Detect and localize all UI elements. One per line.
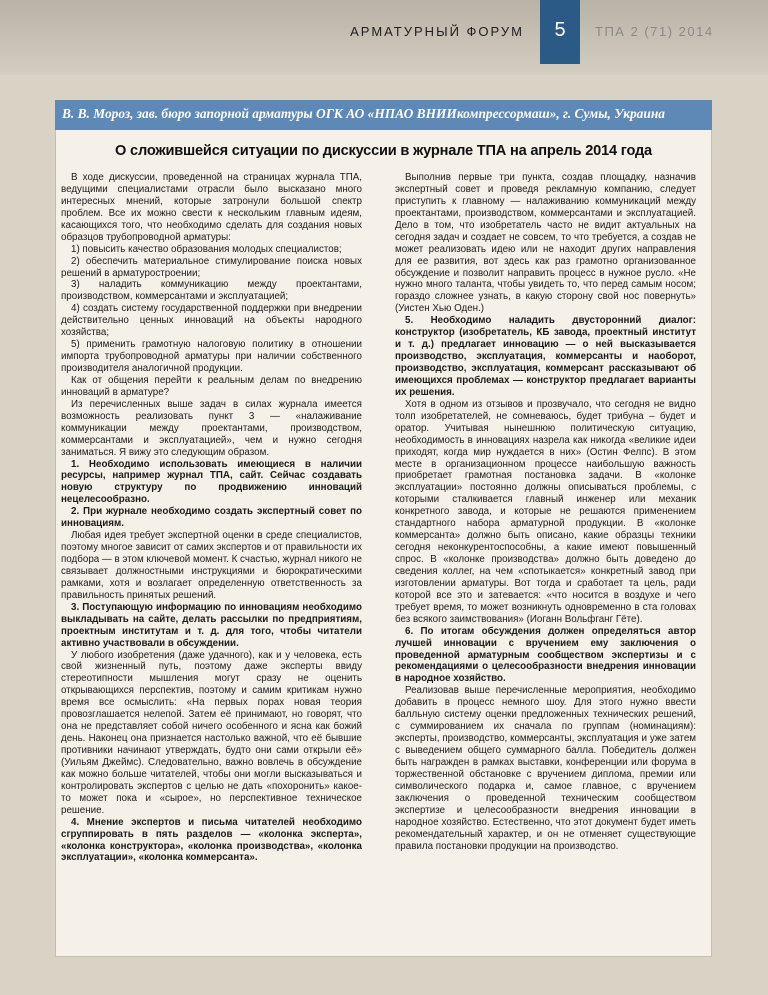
paragraph: Любая идея требует экспертной оценки в среде специалистов, поэтому многое зависит от самих экспертов и от правильности их подбора — в этом ключевой момент. К счастью, журнал никого не связывает должностными инструкциями и бюрократическими рамками, хотя и возлагает определенную ответственность за правильность принятых решений. xyxy=(61,530,362,601)
paragraph: 1. Необходимо использовать имеющиеся в наличии ресурсы, например журнал ТПА, сайт. Сейчас создавать новую структуру по продвижению инноваций нецелесообразно. xyxy=(61,458,362,506)
section-title: АРМАТУРНЫЙ ФОРУМ xyxy=(350,24,524,39)
paragraph: 1) повысить качество образования молодых специалистов; xyxy=(71,243,342,255)
paragraph: 5) применить грамотную налоговую политику в отношении импорта трубопроводной арматуры при наличии собственного производителя аналогичной продукции. xyxy=(61,339,362,374)
right-column xyxy=(395,172,696,852)
paragraph: 4) создать систему государственной поддержки при внедрении действительно ценных инноваций на объекты народного хозяйства; xyxy=(61,303,362,339)
left-column xyxy=(61,172,362,864)
paragraph: 3) наладить коммуникацию между проектантами, производством, коммерсантами и эксплуатацией; xyxy=(61,279,362,303)
article-title: О сложившейся ситуации по дискуссии в журнале ТПА на апрель 2014 года xyxy=(115,143,652,159)
paragraph: У любого изобретения (даже удачного), как и у человека, есть свой жизненный путь, поэтому даже эксперты ввиду стереотипности мышления могут сразу не оценить открывающихся перспектив, поэтому и самим критикам нужно время все осмыслить: «На первых порах новая теория провозглашается нелепой. Затем её принимают, но говорят, что она не представляет собой ничего особенного и ясна как божий день. Наконец она признается настолько важной, что её бывшие противники начинают утверждать, будто они сами открыли её» (Уильям Джеймс). Следовательно, важно вовлечь в обсуждение как можно больше читателей, чтобы они могли высказываться и контролировать экспертов с целью не дать «похоронить» какое-то может пока и «сырое», но перспективное техническое решение. xyxy=(61,649,362,816)
paragraph: 4. Мнение экспертов и письма читателей необходимо сгруппировать в пять разделов — «колонка эксперта», «колонка конструктора», «колонка производства», «колонка эксплуатации», «колонка коммерсанта». xyxy=(61,816,362,864)
paragraph: 3. Поступающую информацию по инновациям необходимо выкладывать на сайте, делать рассылки по предприятиям, проектным институтам и т. д. для того, чтобы читатели активно участвовали в обсуждении. xyxy=(61,601,362,649)
paragraph: 6. По итогам обсуждения должен определяться автор лучшей инновации с вручением ему заключения о проведенной арматурным сообществом экспертизы и с рекомендациями о целесообразности внедрения инновации в народное хозяйство. xyxy=(395,625,696,685)
paragraph: Реализовав выше перечисленные мероприятия, необходимо добавить в процесс немного шоу. Для этого нужно ввести балльную систему оценки предложенных технических решений, с суммированием их сначала по группам (номинациям): эксперты, производство, коммерсанты, эксплуатация и уже затем с выведением общего суммарного балла. Победитель должен быть награжден в рамках выставки, конференции или форума в торжественной обстановке с вручением диплома, премии или символического подарка и, самое главное, с вручением заключения о проведенной техническим сообществом экспертизе и целесообразности внедрения инновации в народное хозяйство. Естественно, что этот документ будет иметь рекомендательный характер, и он не отменяет существующие правила постановки продукции на производство. xyxy=(395,685,696,852)
paragraph: 2. При журнале необходимо создать экспертный совет по инновациям. xyxy=(61,506,362,530)
paragraph: В ходе дискуссии, проведенной на страницах журнала ТПА, ведущими специалистами отрасли было высказано много интересных мнений, которые затронули большой спектр проблем. Все их можно свести к нескольким главным идеям, касающихся того, что необходимо сделать для создания новых образцов трубопроводной арматуры: xyxy=(61,172,362,243)
issue-label: ТПА 2 (71) 2014 xyxy=(595,24,714,39)
paragraph: Хотя в одном из отзывов и прозвучало, что сегодня не видно толп изобретателей, не сомневаюсь, будет трибуна – будет и оратор. Учитывая нынешнюю политическую ситуацию, необходимость в инновациях назрела как никогда «великие идеи приходят, когда мир нуждается в них» (Остин Фелпс). В этом месте в организационном процессе наибольшую важность приобретает грамотная постановка задачи. В «колонке эксплуатации» постоянно должны описываться проблемы, с которыми сталкивается главный инженер или механик конкретного завода, и которые не решаются применением стандартного набора арматурной продукции. В «колонке коммерсанта» должно быть описано, какие образцы техники сегодня неконкурентоспособны, а какие имеют повышенный спрос. В «колонке производства» должно быть доведено до сведения коллег, на чем «спотыкается» конкретный завод при изготовлении арматуры. Вот тогда и сработает та цель, ради которой все это и затевается: «что носится в воздухе и чего требует время, то может возникнуть одновременно в ста головах без всякого заимствования» (Иоганн Вольфганг Гёте). xyxy=(395,398,696,625)
paragraph: Выполнив первые три пункта, создав площадку, назначив экспертный совет и проведя рекламную компанию, следует приступить к главному — налаживанию коммуникаций между проектантами, производством, коммерсантами и эксплуатацией. Дело в том, что изобретатель часто не видит актуальных на сегодня задач и создает не совсем, то что требуется, а создав не может реализовать идею или не находит других направления для ее развития, вот здесь как раз грамотно организованное обсуждение и позволит направить процесс в нужное русло. «Не нужно много таланта, чтобы увидеть то, что перед самым носом; гораздо сложнее узнать, в какую сторону свой нос повернуть» (Уистен Хью Оден.) xyxy=(395,172,696,315)
paragraph: Из перечисленных выше задач в силах журнала имеется возможность реализовать пункт 3 — «налаживание коммуникации между проектантами, производством, коммерсантами и эксплуатацией», чем и нужно сегодня заниматься. Я вижу это следующим образом. xyxy=(61,398,362,458)
paragraph: 2) обеспечить материальное стимулирование поиска новых решений в арматуростроении; xyxy=(61,255,362,279)
article-author: В. В. Мороз, зав. бюро запорной арматуры ОГК АО «НПАО ВНИИкомпрессормаш», г. Сумы, Украина xyxy=(62,106,665,121)
page-number: 5 xyxy=(540,0,580,64)
paragraph: Как от общения перейти к реальным делам по внедрению инноваций в арматуре? xyxy=(61,374,362,398)
paragraph: 5. Необходимо наладить двусторонний диалог: конструктор (изобретатель, КБ завода, проектный институт и т. д.) предлагает инновацию — о ней высказывается производство, эксплуатация, коммерсанты и наоборот, производство, эксплуатация, коммерсант рассказывают об имеющихся проблемах — конструктор предлагает варианты их решения. xyxy=(395,315,696,398)
